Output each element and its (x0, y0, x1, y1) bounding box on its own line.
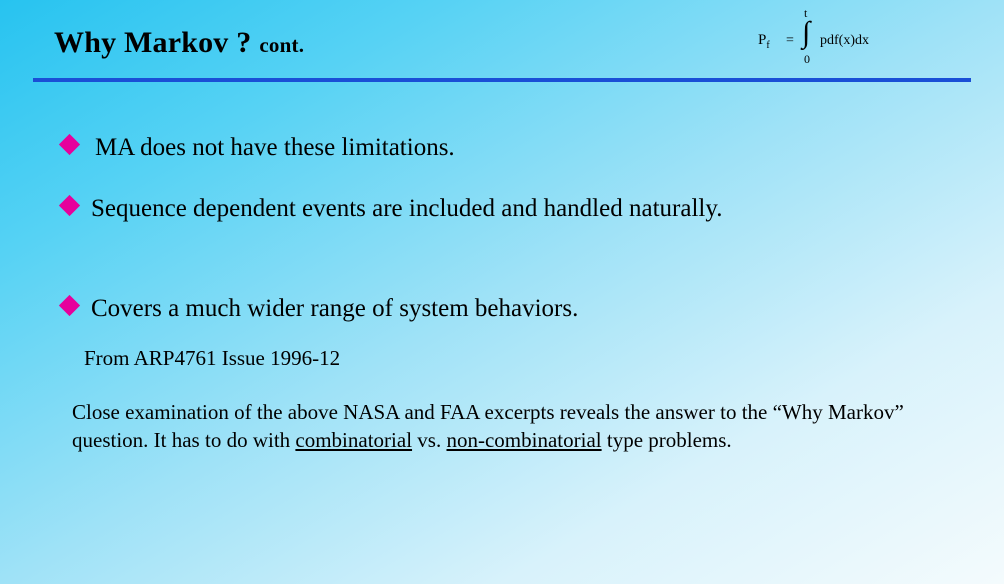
paragraph-underline-combinatorial: combinatorial (295, 428, 413, 452)
formula-lhs: $P_f$ (758, 32, 770, 51)
paragraph-part-2: vs. (412, 428, 447, 452)
paragraph-part-3: type problems. (601, 428, 732, 452)
formula-integrand: pdf(x)dx (820, 33, 869, 48)
list-item (62, 189, 762, 229)
source-note: From ARP4761 Issue 1996-12 (84, 346, 341, 370)
diamond-bullet-icon (59, 195, 80, 216)
probability-formula (758, 8, 958, 70)
list-item (62, 128, 455, 168)
header-divider (33, 78, 971, 82)
integral-icon: ∫ (802, 16, 811, 49)
diamond-bullet-icon (59, 134, 80, 155)
list-item-label: MA does not have these limitations. (95, 134, 455, 161)
page-title-main: Why Markov ? (54, 26, 252, 59)
list-item-label: Sequence dependent events are included and handled naturally. (91, 195, 723, 222)
list-item-label: Covers a much wider range of system behaviors. (91, 295, 579, 322)
page-title (54, 26, 304, 60)
formula-equals: = (786, 33, 794, 48)
page-title-sub: cont. (259, 33, 305, 57)
paragraph-part-1: Close examination of the above NASA and FAA excerpts reveals the answer to the “Why Markov” question. It has to do with (72, 400, 904, 452)
formula-upper-limit: t (804, 6, 808, 20)
formula-lower-limit: 0 (804, 52, 810, 66)
slide-header (0, 0, 1004, 84)
paragraph-underline-non-combinatorial: non-combinatorial (446, 428, 602, 452)
list-item (62, 289, 578, 329)
diamond-bullet-icon (59, 295, 80, 316)
body-paragraph (72, 398, 952, 454)
formula-lhs-subscript: f (766, 40, 770, 51)
